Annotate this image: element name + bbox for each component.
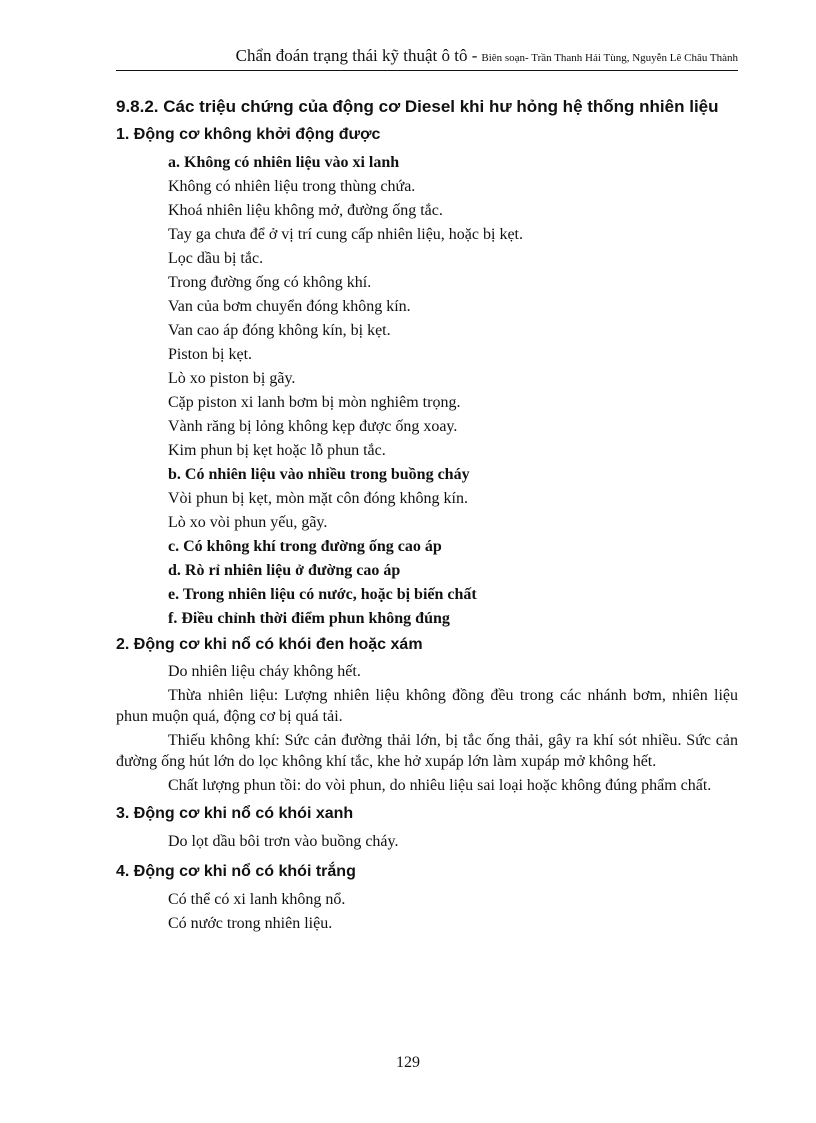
list-item: Có nước trong nhiên liệu.	[168, 915, 333, 932]
section-title: 9.8.2. Các triệu chứng của động cơ Diesel khi hư hỏng hệ thống nhiên liệu	[116, 97, 719, 116]
heading-part-1: 1. Động cơ không khởi động được	[116, 126, 381, 143]
list-item: Lò xo piston bị gãy.	[168, 370, 296, 387]
list-item: Vành răng bị lỏng không kẹp được ống xoay.	[168, 418, 458, 435]
subheading-1f: f. Điều chỉnh thời điểm phun không đúng	[168, 610, 450, 627]
list-item: Khoá nhiên liệu không mở, đường ống tắc.	[168, 202, 443, 219]
list-item: Lò xo vòi phun yếu, gãy.	[168, 514, 328, 531]
subheading-1c: c. Có không khí trong đường ống cao áp	[168, 538, 442, 555]
paragraph: Thiếu không khí: Sức cản đường thải lớn, bị tắc ống thải, gây ra khí sót nhiều. Sức cản đường ống hút lớn do lọc không khí tắc, khe hở xupáp lớn làm xupáp mở không hết.	[116, 732, 738, 770]
list-item: Van cao áp đóng không kín, bị kẹt.	[168, 322, 391, 339]
subheading-1e: e. Trong nhiên liệu có nước, hoặc bị biến chất	[168, 586, 477, 603]
subheading-1d: d. Rò rỉ nhiên liệu ở đường cao áp	[168, 562, 401, 579]
list-item: Kim phun bị kẹt hoặc lỗ phun tắc.	[168, 442, 386, 459]
paragraph: Chất lượng phun tồi: do vòi phun, do nhiêu liệu sai loại hoặc không đúng phẩm chất.	[168, 777, 712, 794]
list-item: Trong đường ống có không khí.	[168, 274, 372, 291]
part-2-body	[116, 661, 738, 796]
list-item: Piston bị kẹt.	[168, 346, 253, 363]
list-item: Tay ga chưa để ở vị trí cung cấp nhiên liệu, hoặc bị kẹt.	[168, 226, 523, 243]
paragraph: Do nhiên liệu cháy không hết.	[168, 663, 361, 680]
list-item: Do lọt dầu bôi trơn vào buồng cháy.	[168, 833, 399, 850]
page-number: 129	[396, 1054, 420, 1071]
list-item: Van của bơm chuyển đóng không kín.	[168, 298, 411, 315]
paragraph: Thừa nhiên liệu: Lượng nhiên liệu không đồng đều trong các nhánh bơm, nhiên liệu phun muộn quá, động cơ bị quá tải.	[116, 687, 738, 725]
list-item: Có thể có xi lanh không nổ.	[168, 891, 346, 908]
part-4-body	[116, 888, 738, 936]
list-item: Vòi phun bị kẹt, mòn mặt côn đóng không kín.	[168, 490, 468, 507]
list-item: Không có nhiên liệu trong thùng chứa.	[168, 178, 416, 195]
heading-part-3: 3. Động cơ khi nổ có khói xanh	[116, 805, 354, 822]
heading-part-4: 4. Động cơ khi nổ có khói trắng	[116, 863, 356, 880]
subheading-1a: a. Không có nhiên liệu vào xi lanh	[168, 154, 400, 171]
header-rule	[116, 70, 738, 71]
header-title: Chẩn đoán trạng thái kỹ thuật ô tô -	[235, 46, 478, 65]
page-content	[116, 96, 738, 936]
part-3-body	[116, 830, 738, 854]
list-item: Lọc dầu bị tắc.	[168, 250, 264, 267]
subheading-1b: b. Có nhiên liệu vào nhiều trong buồng cháy	[168, 466, 470, 483]
list-item: Cặp piston xi lanh bơm bị mòn nghiêm trọng.	[168, 394, 461, 411]
heading-part-2: 2. Động cơ khi nổ có khói đen hoặc xám	[116, 636, 423, 653]
running-header	[116, 46, 738, 70]
part-1-body	[116, 151, 738, 631]
header-authors: Biên soạn- Trần Thanh Hải Tùng, Nguyễn Lê Châu Thành	[481, 52, 738, 64]
